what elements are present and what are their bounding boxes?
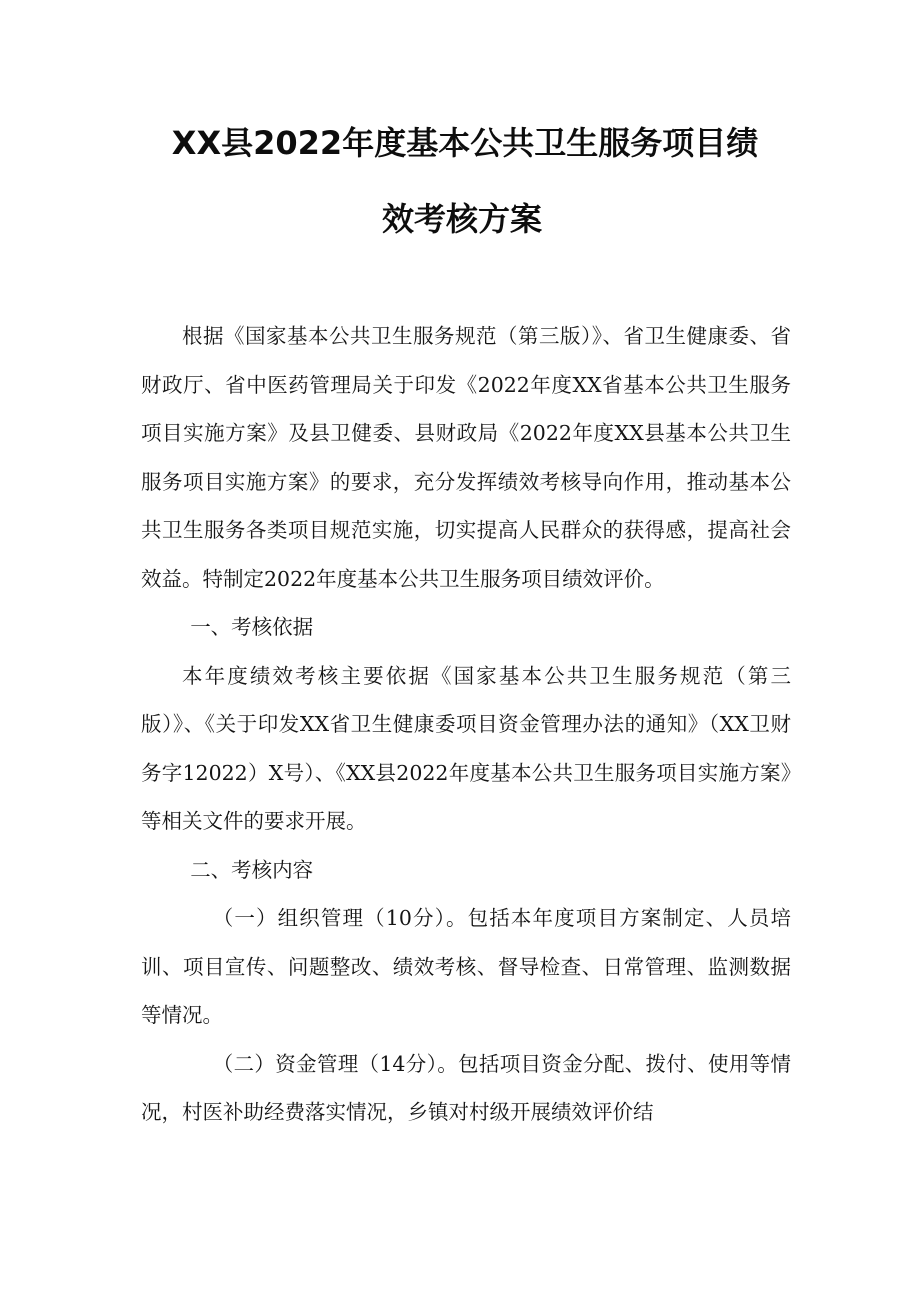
document-body: [141, 312, 791, 1137]
title-line-2: 效考核方案: [381, 200, 542, 238]
org-management-paragraph: （一）组织管理（10分）。包括本年度项目方案制定、人员培训、项目宣传、问题整改、绩效考核、督导检查、日常管理、监测数据等情况。: [141, 906, 791, 1027]
section-heading-content: 二、考核内容: [190, 857, 314, 882]
document-title: [0, 124, 920, 238]
intro-paragraph: 根据《国家基本公共卫生服务规范（第三版）》、省卫生健康委、省财政厅、省中医药管理局关于印发《2022年度XX省基本公共卫生服务项目实施方案》及县卫健委、县财政局《2022年度XX县基本公共卫生服务项目实施方案》的要求，充分发挥绩效考核导向作用，推动基本公共卫生服务各类项目规范实施，切实提高人民群众的获得感，提高社会效益。特制定2022年度基本公共卫生服务项目绩效评价。: [141, 324, 791, 591]
basis-paragraph: 本年度绩效考核主要依据《国家基本公共卫生服务规范（第三版）》、《关于印发XX省卫生健康委项目资金管理办法的通知》（XX卫财务字12022）X号）、《XX县2022年度基本公共卫生服务项目实施方案》等相关文件的要求开展。: [141, 663, 791, 833]
fund-management-paragraph: （二）资金管理（14分）。包括项目资金分配、拨付、使用等情况，村医补助经费落实情况，乡镇对村级开展绩效评价结: [141, 1051, 791, 1124]
title-line-1: XX县2022年度基本公共卫生服务项目绩: [171, 124, 759, 162]
section-heading-basis: 一、考核依据: [190, 615, 314, 639]
